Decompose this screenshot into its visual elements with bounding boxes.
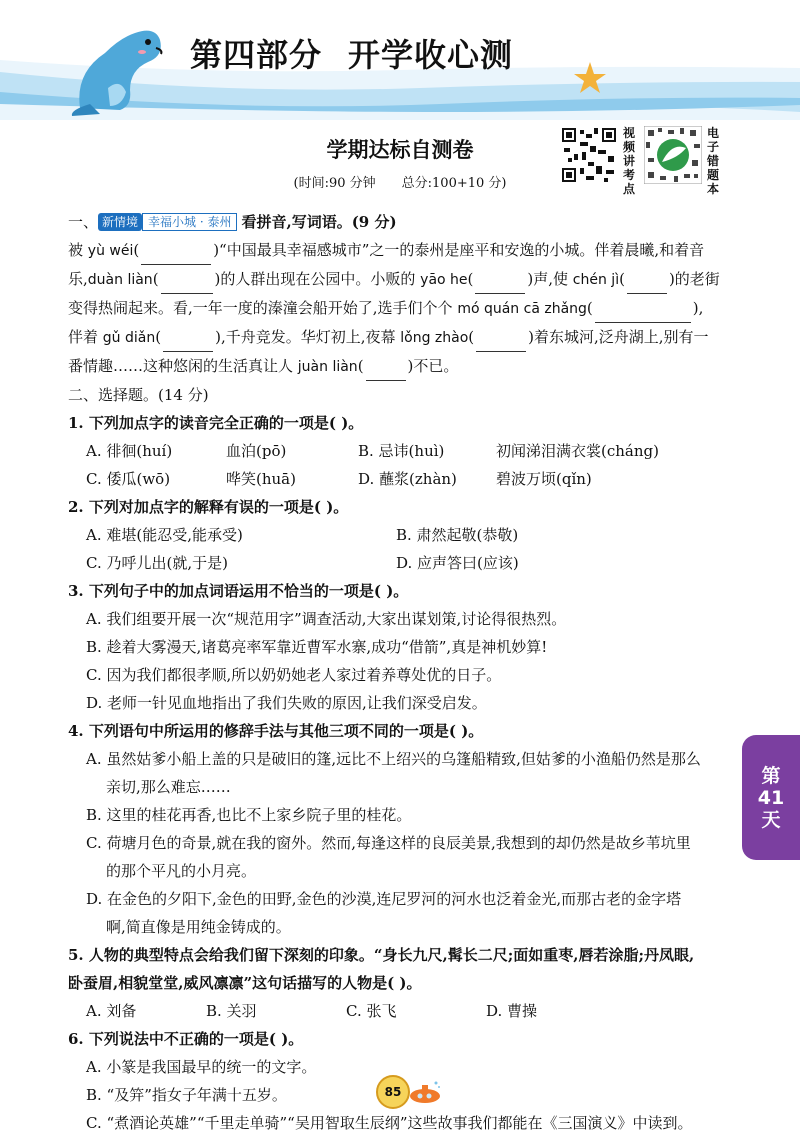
exam-score: 总分:100+10 分) [401, 176, 507, 191]
answer-blank[interactable] [595, 294, 691, 323]
option-item[interactable]: A. 小篆是我国最早的统一的文字。 [86, 1058, 317, 1076]
passage-text: ( [467, 270, 474, 288]
section1-title: 看拼音,写词语。(9 分) [241, 213, 397, 231]
passage-text: 番情趣……这种悠闲的生活真让人 [68, 357, 298, 375]
pinyin-text: yāo he [420, 272, 468, 288]
option-row [68, 465, 718, 493]
option-item[interactable]: 哗笑(huā) [226, 470, 296, 488]
option-item[interactable]: B. 忌讳(huì) [358, 442, 445, 460]
option-item[interactable]: C. 倭瓜(wō) [86, 470, 171, 488]
new-context-tag: 新情境 [98, 213, 142, 231]
answer-blank[interactable] [627, 265, 667, 294]
qr-code-error-book[interactable] [644, 126, 702, 184]
passage-text: )的老街 [668, 270, 720, 288]
section1-passage [68, 236, 718, 381]
passage-line [68, 323, 718, 352]
day-tab [742, 735, 800, 860]
passage-text: ( [619, 270, 625, 288]
answer-blank[interactable] [476, 323, 526, 352]
option-item[interactable]: C. 张飞 [346, 1002, 397, 1020]
option-item[interactable]: B. “及笄”指女子年满十五岁。 [86, 1086, 287, 1104]
exam-content [68, 208, 718, 1137]
option-item[interactable]: 亲切,那么难忘…… [106, 778, 231, 796]
option-item[interactable]: D. 应声答曰(应该) [396, 554, 519, 572]
option-row [68, 549, 718, 577]
passage-line [68, 352, 718, 381]
passage-text: ), [692, 299, 704, 317]
question-stem: 1. 下列加点字的读音完全正确的一项是( )。 [68, 414, 364, 432]
passage-line [68, 294, 718, 323]
passage-text: ( [155, 328, 162, 346]
answer-blank[interactable] [366, 352, 406, 381]
passage-text: ),千舟竞发。华灯初上,夜幕 [215, 328, 401, 346]
section1-number: 一、 [68, 213, 99, 231]
passage-text: ( [357, 357, 364, 375]
exam-title: 学期达标自测卷 [326, 138, 474, 162]
option-item[interactable]: B. 趁着大雾漫天,诸葛亮率军靠近曹军水寨,成功“借箭”,真是神机妙算! [86, 638, 548, 656]
pinyin-text: juàn liàn [297, 359, 358, 375]
submarine-icon [408, 1080, 444, 1106]
option-item[interactable]: B. 这里的桂花再香,也比不上家乡院子里的桂花。 [86, 806, 412, 824]
section1-header [68, 208, 718, 236]
answer-blank[interactable] [161, 265, 213, 294]
section2-header: 二、选择题。(14 分) [68, 386, 209, 404]
passage-line [68, 236, 718, 265]
question-stem: 4. 下列语句中所运用的修辞手法与其他三项不同的一项是( )。 [68, 722, 484, 740]
option-item[interactable]: C. 荷塘月色的奇景,就在我的窗外。然而,每逢这样的良辰美景,我想到的却仍然是故乡苇坑里 [86, 834, 691, 852]
question-stem: 5. 人物的典型特点会给我们留下深刻的印象。“身长九尺,髯长二尺;面如重枣,唇若涂脂;丹凤眼, [68, 946, 695, 964]
question-stem: 6. 下列说法中不正确的一项是( )。 [68, 1030, 304, 1048]
question-stem: 卧蚕眉,相貌堂堂,威风凛凛”这句话描写的人物是( )。 [68, 974, 422, 992]
qr-label-error-book: 电子错题本 [706, 126, 719, 196]
option-item[interactable]: 初闻涕泪满衣裳(cháng) [496, 442, 659, 460]
part-label: 第四部分 [190, 36, 323, 74]
day-tab-number: 41 [757, 787, 785, 809]
option-item[interactable]: 碧波万顷(qǐn) [496, 470, 592, 488]
part-title [190, 30, 513, 76]
option-item[interactable]: C. 乃呼儿出(就,于是) [86, 554, 228, 572]
question-stem: 3. 下列句子中的加点词语运用不恰当的一项是( )。 [68, 582, 409, 600]
option-item[interactable]: D. 老师一针见血地指出了我们失败的原因,让我们深受启发。 [86, 694, 487, 712]
option-row [68, 437, 718, 465]
option-item[interactable]: A. 虽然姑爹小船上盖的只是破旧的篷,远比不上绍兴的乌篷船精致,但姑爹的小渔船仍然是那么 [86, 750, 701, 768]
passage-text: )的人群出现在公园中。小贩的 [214, 270, 421, 288]
pinyin-text: chén jì [572, 272, 620, 288]
option-item[interactable]: A. 我们组要开展一次“规范用字”调查活动,大家出谋划策,讨论得很热烈。 [86, 610, 567, 628]
pinyin-text: duàn liàn [87, 272, 153, 288]
starfish-icon [572, 60, 608, 96]
passage-text: ( [586, 299, 593, 317]
answer-blank[interactable] [163, 323, 213, 352]
passage-text: )不已。 [407, 357, 459, 375]
passage-text: )声,使 [527, 270, 573, 288]
option-item[interactable]: D. 在金色的夕阳下,金色的田野,金色的沙漠,连尼罗河的河水也泛着金光,而那古老的金字塔 [86, 890, 682, 908]
qr-code-video[interactable] [560, 126, 618, 184]
section1-theme: 幸福小城 · 泰州 [142, 213, 237, 231]
answer-blank[interactable] [475, 265, 525, 294]
passage-text: ( [468, 328, 475, 346]
option-row [68, 997, 718, 1025]
day-tab-prefix: 第 [761, 765, 781, 787]
sea-lion-mascot-icon [60, 18, 180, 118]
option-item[interactable]: B. 肃然起敬(恭敬) [396, 526, 519, 544]
pinyin-text: mó quán cā zhǎng [457, 301, 587, 317]
option-item[interactable]: C. “煮酒论英雄”“千里走单骑”“吴用智取生辰纲”这些故事我们都能在《三国演义》中读到。 [86, 1114, 693, 1132]
question-stem: 2. 下列对加点字的解释有误的一项是( )。 [68, 498, 349, 516]
section2-questions [68, 409, 718, 1137]
option-row [68, 521, 718, 549]
pinyin-text: gǔ diǎn [102, 330, 156, 346]
qr-label-video: 视频讲考点 [622, 126, 635, 196]
passage-text: )着东城河,泛舟湖上,别有一 [528, 328, 709, 346]
option-item[interactable]: 啊,简直像是用纯金铸成的。 [106, 918, 291, 936]
option-item[interactable]: B. 关羽 [206, 1002, 257, 1020]
pinyin-text: lǒng zhào [400, 330, 469, 346]
passage-text: 伴着 [68, 328, 103, 346]
option-item[interactable]: A. 徘徊(huí) [86, 442, 173, 460]
passage-text: 变得热闹起来。看,一年一度的溱潼会船开始了,选手们个个 [68, 299, 458, 317]
answer-blank[interactable] [141, 236, 211, 265]
pinyin-text: yù wéi [87, 243, 134, 259]
option-item[interactable]: 血泊(pō) [226, 442, 287, 460]
option-item[interactable]: D. 蘸浆(zhàn) [358, 470, 457, 488]
option-item[interactable]: 的那个平凡的小月亮。 [106, 862, 257, 880]
passage-text: )“中国最具幸福感城市”之一的泰州是座平和安逸的小城。伴着晨曦,和着音 [213, 241, 705, 259]
passage-line [68, 265, 718, 294]
option-item[interactable]: C. 因为我们都很孝顺,所以奶奶她老人家过着养尊处优的日子。 [86, 666, 502, 684]
option-item[interactable]: D. 曹操 [486, 1002, 538, 1020]
passage-text: 乐, [68, 270, 88, 288]
option-item[interactable]: A. 刘备 [86, 1002, 137, 1020]
exam-time: (时间:90 分钟 [293, 176, 376, 191]
option-item[interactable]: A. 难堪(能忍受,能承受) [86, 526, 243, 544]
passage-text: ( [152, 270, 159, 288]
day-tab-suffix: 天 [761, 809, 781, 831]
passage-text: 被 [68, 241, 88, 259]
page-number: 85 [376, 1075, 410, 1109]
part-name: 开学收心测 [348, 36, 514, 74]
passage-text: ( [133, 241, 140, 259]
